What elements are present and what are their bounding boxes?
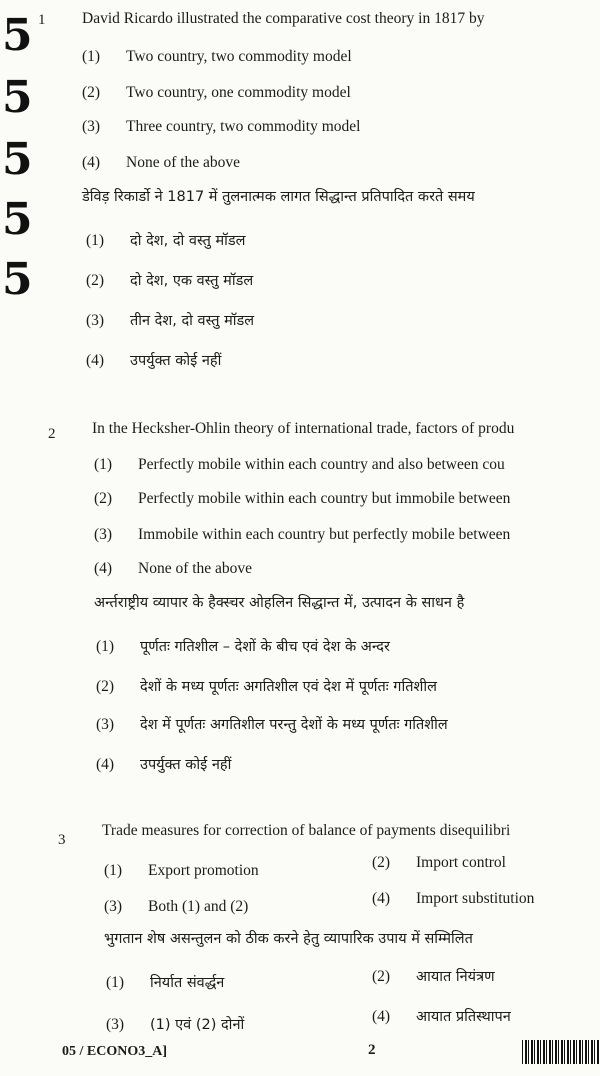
option-hi: (4) आयात प्रतिस्थापन	[372, 1008, 511, 1025]
side-mark: 5	[2, 194, 33, 245]
option-en: (3) Both (1) and (2)	[104, 898, 249, 915]
side-mark: 5	[2, 134, 33, 185]
question-stem-en: In the Hecksher-Ohlin theory of international trade, factors of produ	[92, 420, 515, 437]
option-hi: (2) आयात नियंत्रण	[372, 968, 495, 985]
option-en: (3) Three country, two commodity model	[82, 118, 361, 135]
option-en: (2) Two country, one commodity model	[82, 84, 351, 101]
option-en: (1) Two country, two commodity model	[82, 48, 352, 65]
option-en: (4) None of the above	[82, 154, 241, 171]
option-hi: (1) दो देश, दो वस्तु मॉडल	[86, 232, 246, 249]
side-mark: 5	[2, 72, 33, 123]
option-hi: (2) देशों के मध्य पूर्णतः अगतिशील एवं देश में पूर्णतः गतिशील	[96, 678, 437, 695]
option-en: (3) Immobile within each country but perfectly mobile between	[94, 526, 511, 543]
barcode-image	[522, 1040, 600, 1064]
question-stem-en: Trade measures for correction of balance of payments disequilibri	[102, 822, 511, 839]
option-hi: (3) (1) एवं (2) दोनों	[106, 1016, 245, 1033]
side-mark: 5	[2, 254, 33, 305]
option-hi: (1) निर्यात संवर्द्धन	[106, 974, 225, 991]
question-stem-en: David Ricardo illustrated the comparative cost theory in 1817 by	[82, 10, 485, 27]
question-number: 1	[38, 12, 46, 28]
option-en: (2) Perfectly mobile within each country but immobile between	[94, 490, 511, 507]
question-stem-hi: अर्न्तराष्ट्रीय व्यापार के हैक्स्चर ओहलिन सिद्धान्त में, उत्पादन के साधन है	[94, 595, 465, 611]
option-en: (1) Perfectly mobile within each country and also between cou	[94, 456, 505, 473]
paper-code: 05 / ECONO3_A]	[62, 1044, 167, 1059]
option-en: (4) None of the above	[94, 560, 253, 577]
option-hi: (3) देश में पूर्णतः अगतिशील परन्तु देशों के मध्य पूर्णतः गतिशील	[96, 716, 448, 733]
option-en: (1) Export promotion	[104, 862, 259, 879]
question-number: 3	[58, 832, 66, 848]
question-stem-hi: भुगतान शेष असन्तुलन को ठीक करने हेतु व्यापारिक उपाय में सम्मिलित	[104, 931, 473, 947]
option-en: (4) Import substitution	[372, 890, 535, 907]
option-en: (2) Import control	[372, 854, 506, 871]
question-stem-hi: डेविड़ रिकार्डो ने 1817 में तुलनात्मक लागत सिद्धान्त प्रतिपादित करते समय	[82, 189, 475, 205]
option-hi: (4) उपर्युक्त कोई नहीं	[86, 352, 222, 369]
page-number: 2	[368, 1042, 376, 1058]
question-number: 2	[48, 426, 56, 442]
option-hi: (3) तीन देश, दो वस्तु मॉडल	[86, 312, 255, 329]
option-hi: (4) उपर्युक्त कोई नहीं	[96, 756, 232, 773]
option-hi: (1) पूर्णतः गतिशील – देशों के बीच एवं देश के अन्दर	[96, 638, 390, 655]
option-hi: (2) दो देश, एक वस्तु मॉडल	[86, 272, 254, 289]
side-mark: 5	[2, 10, 33, 61]
